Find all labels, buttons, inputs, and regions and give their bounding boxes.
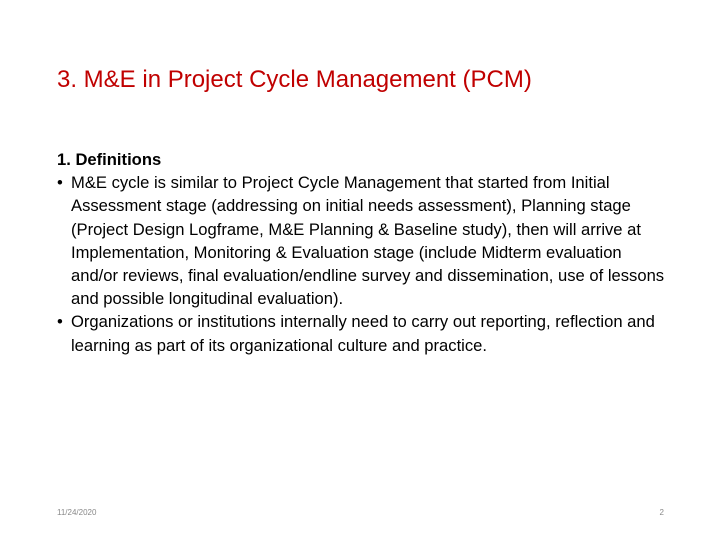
bullet-list xyxy=(57,171,672,357)
footer-date: 11/24/2020 xyxy=(57,508,97,517)
bullet-text: Organizations or institutions internally need to carry out reporting, reflection and learning as part of its organizational culture and practice. xyxy=(71,312,655,355)
slide-title: 3. M&E in Project Cycle Management (PCM) xyxy=(57,66,532,93)
bullet-item xyxy=(57,310,672,356)
slide-content xyxy=(57,148,672,357)
bullet-point-icon: • xyxy=(57,173,63,193)
page-number: 2 xyxy=(659,508,664,517)
section-heading: 1. Definitions xyxy=(57,150,162,169)
bullet-text: M&E cycle is similar to Project Cycle Management that started from Initial Assessment stage (addressing on initial needs assessment), Planning stage (Project Design Logframe, M&E Planning & Baseline study), then will arrive at Implementation, Monitoring & Evaluation stage (include Midterm evaluation and/or reviews, final evaluation/endline survey and dissemination, use of lessons and possible longitudinal evaluation). xyxy=(71,173,665,309)
bullet-point-icon: • xyxy=(57,312,63,332)
bullet-item xyxy=(57,171,672,310)
